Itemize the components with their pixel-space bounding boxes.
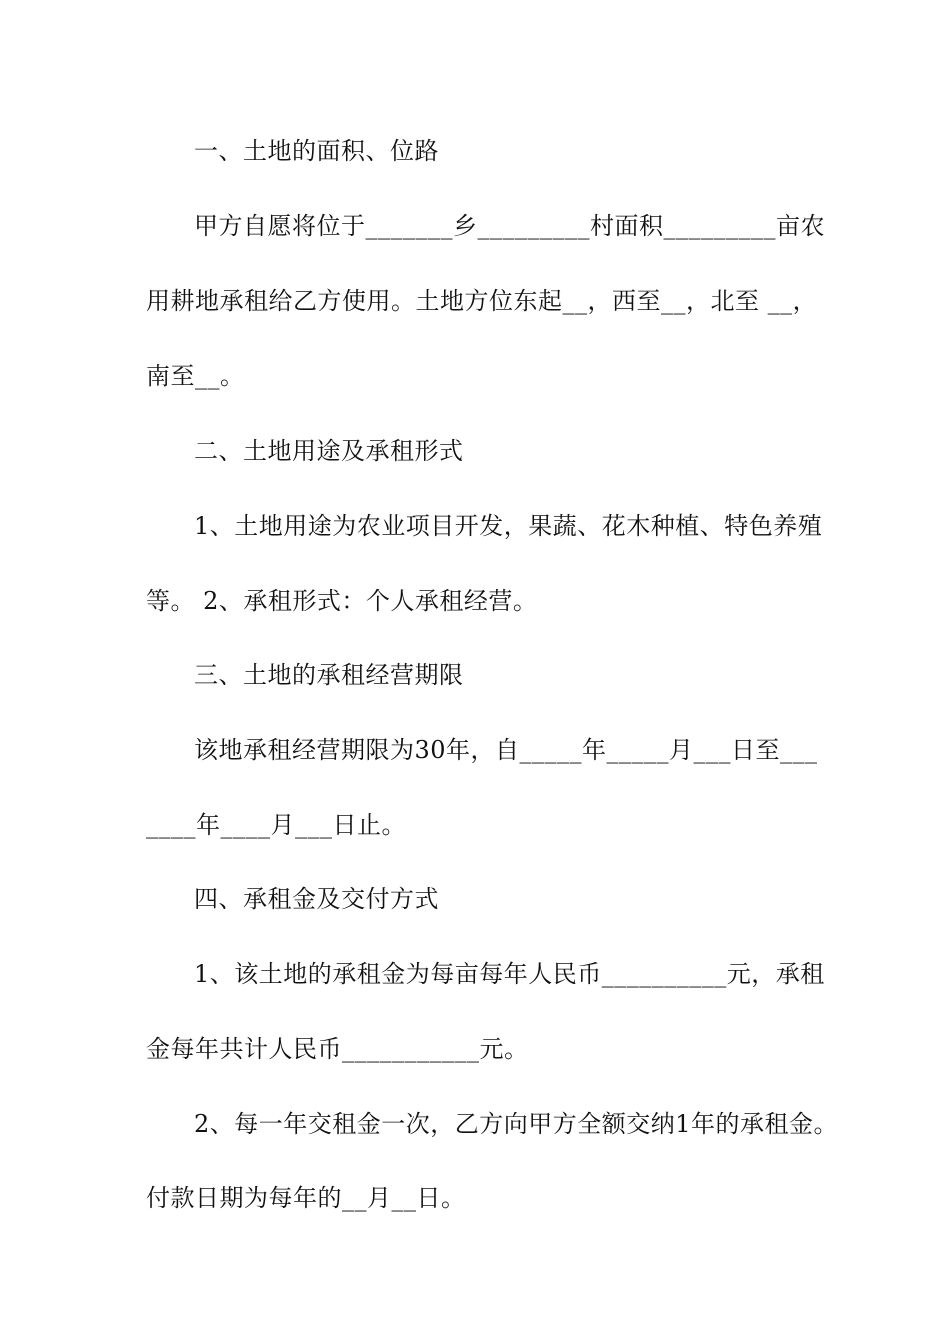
paragraph-line: ____年____月___日止。 — [146, 811, 406, 839]
paragraph-line: 南至__。 — [146, 362, 245, 390]
paragraph-line: 2、每一年交租金一次，乙方向甲方全额交纳1年的承租金。 — [194, 1110, 839, 1138]
section-heading-land-use: 二、土地用途及承租形式 — [194, 437, 464, 465]
section-heading-area-location: 一、土地的面积、位路 — [194, 137, 439, 165]
paragraph-line: 用耕地承租给乙方使用。土地方位东起__，西至__，北至 __， — [146, 287, 818, 315]
section-heading-rent-payment: 四、承租金及交付方式 — [194, 885, 439, 913]
paragraph-line: 金每年共计人民币___________元。 — [146, 1035, 529, 1063]
paragraph-line: 1、该土地的承租金为每亩每年人民币__________元，承租 — [194, 960, 825, 988]
section-heading-lease-term: 三、土地的承租经营期限 — [194, 661, 464, 689]
paragraph-line: 付款日期为每年的__月__日。 — [146, 1184, 466, 1212]
paragraph-line: 等。 2、承租形式：个人承租经营。 — [146, 587, 538, 615]
paragraph-line: 1、土地用途为农业项目开发，果蔬、花木种植、特色养殖 — [194, 512, 823, 540]
paragraph-line: 甲方自愿将位于_______乡_________村面积_________亩农 — [194, 212, 825, 240]
paragraph-line: 该地承租经营期限为30年，自_____年_____月___日至___ — [194, 736, 818, 764]
